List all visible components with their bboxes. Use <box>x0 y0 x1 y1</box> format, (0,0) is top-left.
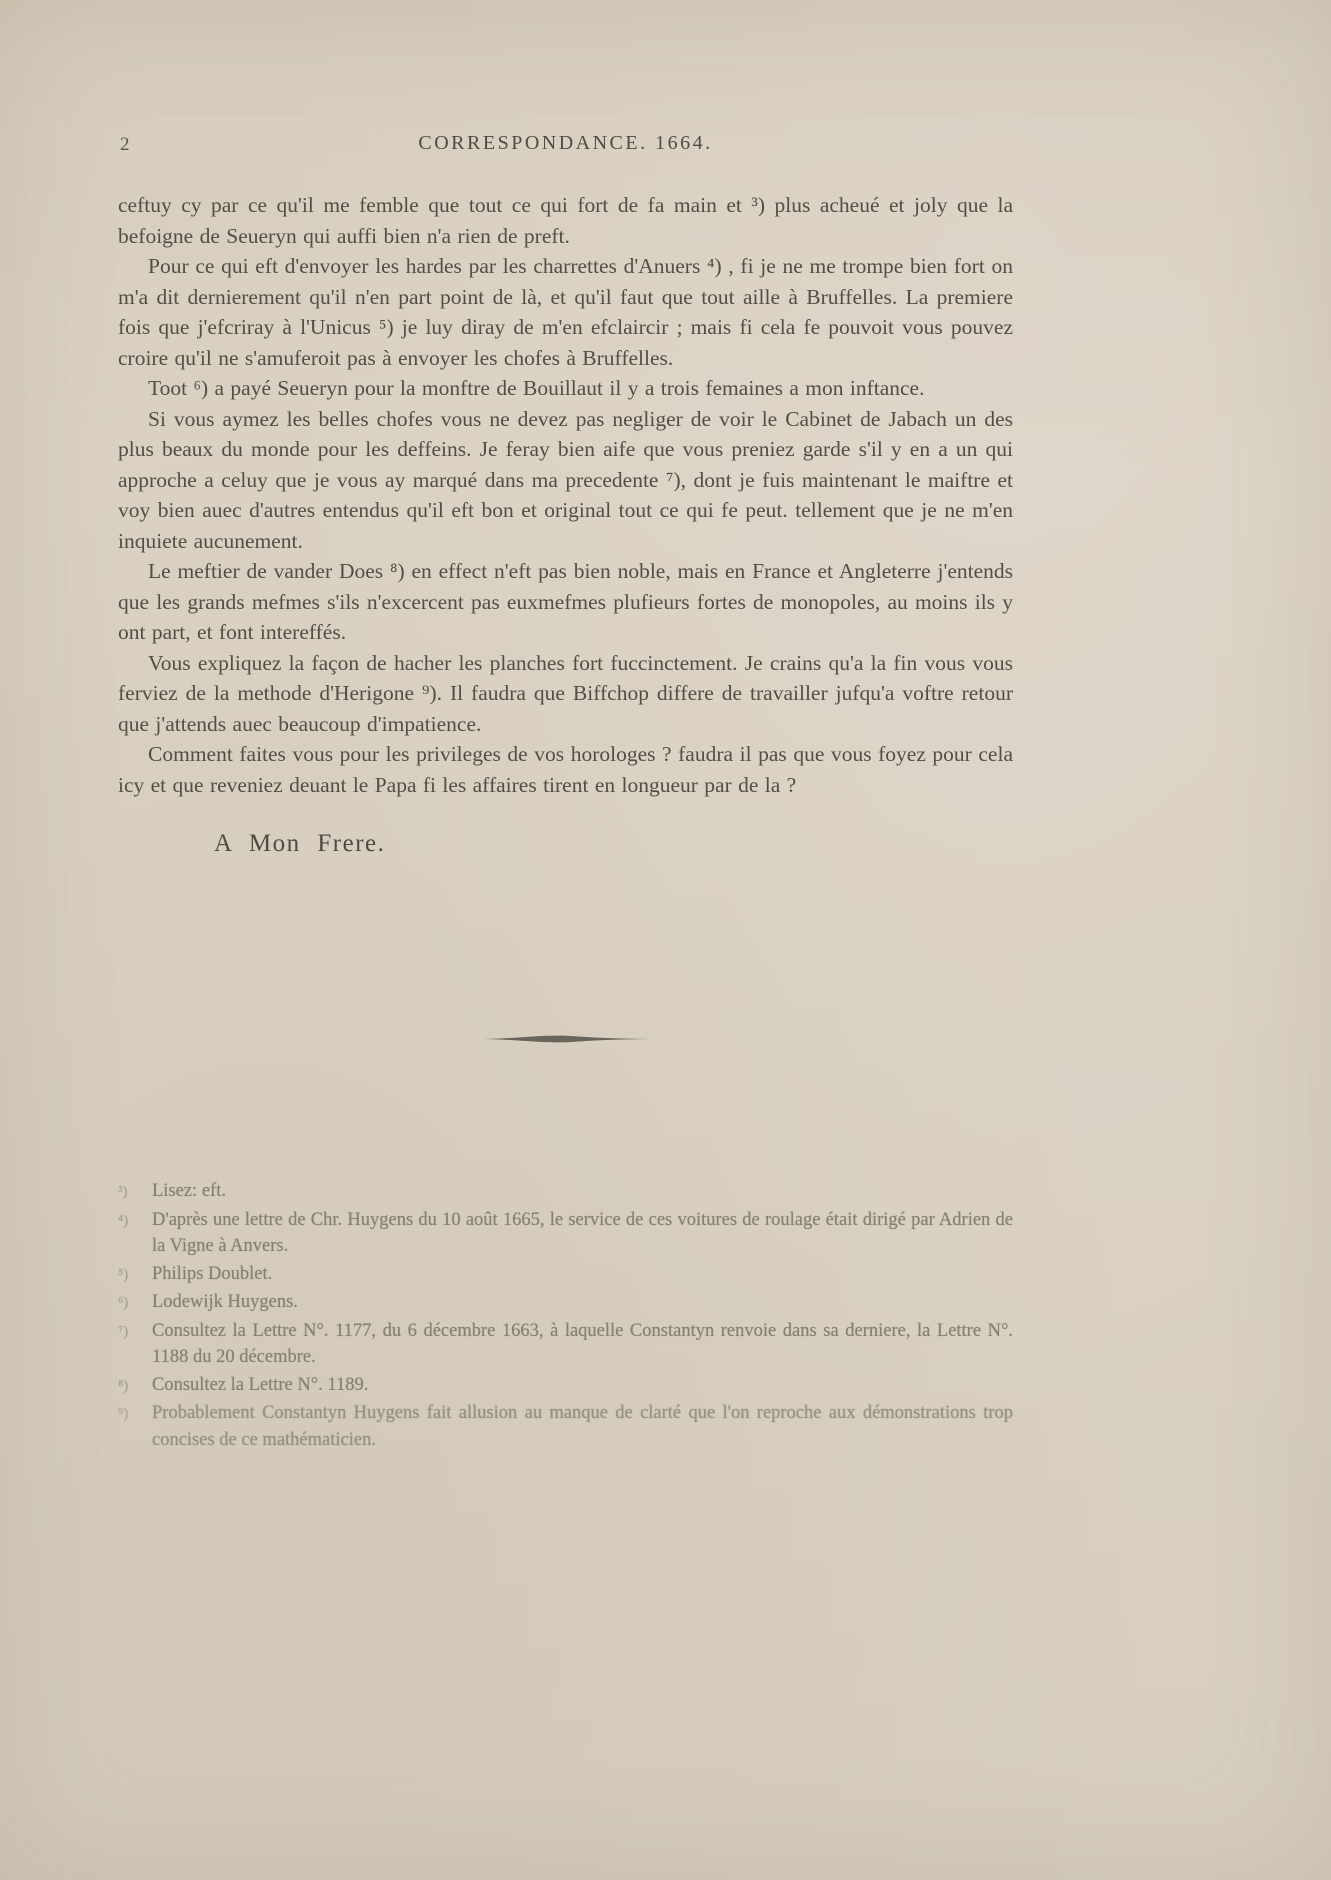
paragraph: Vous expliquez la façon de hacher les planches fort fuccinctement. Je crains qu'a la fin vous vous ferviez de la methode d'Herigone ⁹). Il faudra que Biffchop differe de travailler jufqu'a voftre retour que j'attends auec beaucoup d'impatience. <box>118 650 1013 736</box>
footnote-marker: ⁶) <box>118 1295 129 1311</box>
footnote-item <box>118 1207 1013 1260</box>
footnotes-block <box>118 1178 1013 1454</box>
footnote-text: Probablement Constantyn Huygens fait allusion au manque de clarté que l'on reproche aux démonstrations trop concises de ce mathématicien. <box>152 1403 1013 1450</box>
footnote-marker: ⁹) <box>118 1406 129 1422</box>
page-number: 2 <box>120 134 130 155</box>
footnote-text: D'après une lettre de Chr. Huygens du 10 août 1665, le service de ces voitures de roulage était dirigé par Adrien de la Vigne à Anvers. <box>152 1209 1013 1256</box>
running-title: CORRESPONDANCE. 1664. <box>418 132 713 154</box>
footnote-item <box>118 1318 1013 1371</box>
paragraph: ceftuy cy par ce qu'il me femble que tout ce qui fort de fa main et ³) plus acheué et joly que la befoigne de Seueryn qui auffi bien n'a rien de preft. <box>118 193 1013 248</box>
closing-salutation: A Mon Frere. <box>214 830 386 857</box>
paragraph: Toot ⁶) a payé Seueryn pour la monftre de Bouillaut il y a trois femaines a mon inftance. <box>148 376 925 400</box>
paragraph: Le meftier de vander Does ⁸) en effect n'eft pas bien noble, mais en France et Angleterre j'entends que les grands mefmes s'ils n'excercent pas euxmefmes plufieurs fortes de monopoles, au moins ils y ont part, et font intereffés. <box>118 559 1013 644</box>
paragraph: Comment faites vous pour les privileges de vos horologes ? faudra il pas que vous foyez pour cela icy et que reveniez deuant le Papa fi les affaires tirent en longueur par de la ? <box>118 742 1013 797</box>
footnote-text: Lisez: eft. <box>152 1181 226 1201</box>
footnote-marker: ⁸) <box>118 1377 129 1394</box>
footnote-marker: ³) <box>118 1184 128 1200</box>
tapered-rule-icon <box>481 1034 651 1044</box>
footnote-text: Philips Doublet. <box>152 1263 273 1284</box>
section-divider-rule <box>118 1030 1013 1048</box>
footnote-item <box>118 1400 1013 1453</box>
footnote-marker: ⁷) <box>118 1323 129 1340</box>
footnote-text: Consultez la Lettre N°. 1189. <box>152 1374 369 1395</box>
footnote-item <box>118 1372 1013 1400</box>
footnote-marker: ⁵) <box>118 1266 129 1283</box>
footnote-marker: ⁴) <box>118 1212 129 1229</box>
running-head <box>118 132 1013 160</box>
paragraph: Si vous aymez les belles chofes vous ne devez pas negliger de voir le Cabinet de Jabach un des plus beaux du monde pour les deffeins. Je feray bien aife que vous preniez garde s'il y en a un qui approche a celuy que je vous ay marqué dans ma precedente ⁷), dont je fuis maintenant le maiftre et voy bien auec d'autres entendus qu'il eft bon et original tout ce qui fe peut. tellement que je ne m'en inquiete aucunement. <box>118 406 1013 553</box>
letter-body <box>118 190 1013 858</box>
paragraph: Pour ce qui eft d'envoyer les hardes par les charrettes d'Anuers ⁴) , fi je ne me trompe bien fort on m'a dit dernierement qu'il n'en part point de là, et qu'il faut que tout aille à Bruffelles. La premiere fois que j'efcriray à l'Unicus ⁵) je luy diray de m'en efclaircir ; mais fi cela fe pouvoit vous pouvez croire qu'il ne s'amuferoit pas à envoyer les chofes à Bruffelles. <box>118 254 1013 370</box>
footnote-text: Consultez la Lettre N°. 1177, du 6 décembre 1663, à laquelle Constantyn renvoie dans sa derniere, la Lettre N°. 1188 du 20 décembre. <box>152 1320 1013 1367</box>
footnote-item <box>118 1261 1013 1289</box>
footnote-text: Lodewijk Huygens. <box>152 1292 298 1312</box>
footnote-item <box>118 1289 1013 1317</box>
footnote-item <box>118 1178 1013 1206</box>
